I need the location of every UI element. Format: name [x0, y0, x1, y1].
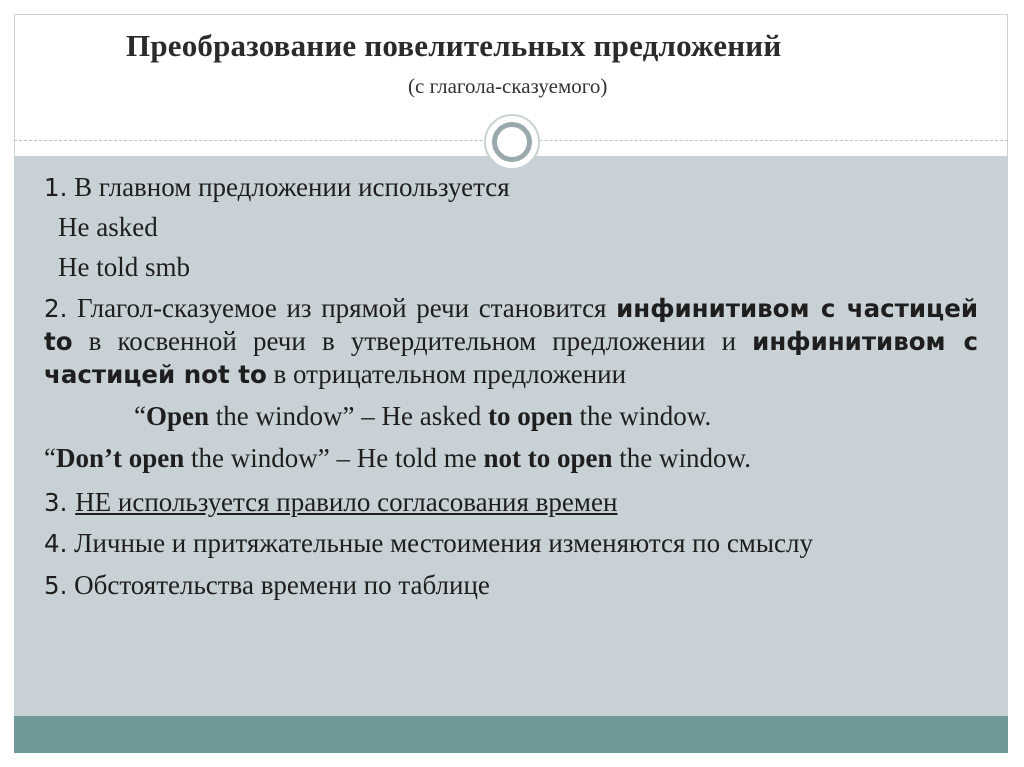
quote: “ [44, 443, 56, 473]
ring-ornament-icon [484, 114, 540, 170]
item-text: Личные и притяжательные местоимения изменяются по смыслу [67, 528, 813, 558]
list-item-5 [44, 568, 978, 608]
list-item-4 [44, 527, 978, 560]
slide-title: Преобразование повелительных предложений [126, 28, 782, 63]
list-subitem-he-asked: He asked [58, 212, 158, 242]
item-number: 1. [44, 173, 68, 202]
example-bold: to open [487, 401, 573, 431]
item-number: 5. [44, 571, 68, 600]
item-text-bold: инфинитивом с частицей to [44, 294, 978, 356]
item-text-bold: инфинитивом с частицей not to [44, 327, 978, 389]
item-text: Обстоятельства времени по таблице [67, 570, 490, 600]
item-number: 2. [44, 294, 68, 323]
list-item-3 [44, 485, 978, 525]
list-item-1 [44, 170, 978, 210]
item-number: 4. [44, 529, 68, 558]
example-text: the window. [612, 443, 751, 473]
example-bold: Open [145, 401, 210, 431]
example-bold: not to open [483, 443, 613, 473]
item-text: НЕ используется правило согласования времен [75, 487, 618, 517]
item-text: В главном предложении используется [67, 172, 510, 202]
item-number: 3. [44, 488, 68, 517]
example-text: the window. [572, 401, 712, 431]
example-2 [44, 441, 978, 483]
example-bold: Don’t open [55, 443, 185, 473]
content-body [44, 170, 978, 608]
item-text-part: в косвенной речи в утвердительном предложении и [72, 326, 753, 356]
item-text-part: в отрицательном предложении [266, 359, 627, 389]
footer-bar [14, 716, 1008, 753]
example-1 [44, 399, 978, 441]
example-text: the window” – He asked [209, 401, 488, 431]
slide-subtitle: (с глагола-сказуемого) [408, 74, 608, 98]
list-item-2 [44, 292, 978, 391]
item-text-part: Глагол-сказуемое из прямой речи становится [67, 293, 617, 323]
list-subitem-he-told: He told smb [58, 252, 190, 282]
quote: “ [134, 401, 146, 431]
example-text: the window” – He told me [184, 443, 484, 473]
